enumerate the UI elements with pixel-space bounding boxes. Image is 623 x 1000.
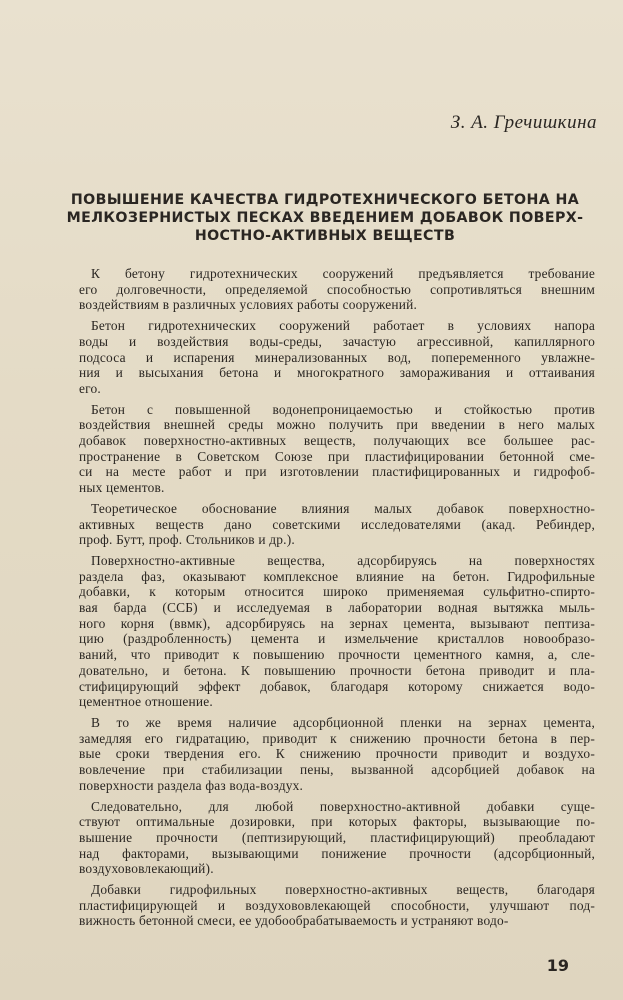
text-line: добавки, к которым относится широко применяемая сульфитно-спирто-	[79, 584, 595, 600]
text-line: Следовательно, для любой поверхностно-активной добавки суще-	[91, 798, 595, 814]
text-line: его.	[79, 380, 101, 396]
paragraph	[79, 553, 595, 710]
text-line: ного корня (ввмк), адсорбируясь на зернах цемента, вызывают пептиза-	[79, 615, 595, 631]
text-line: замедляя его гидратацию, приводит к снижению прочности бетона в пер-	[79, 730, 595, 746]
paragraph	[79, 882, 595, 929]
title-line: ПОВЫШЕНИЕ КАЧЕСТВА ГИДРОТЕХНИЧЕСКОГО БЕТОНА НА	[70, 192, 580, 208]
text-line: пространение в Советском Союзе при пластифицировании бетонной сме-	[79, 448, 595, 464]
text-line: воздействиям в различных условиях работы сооружений.	[79, 297, 418, 313]
text-line: воды и воздействия воды-среды, зачастую агрессивной, капиллярного	[79, 333, 595, 349]
text-line: довательно, и бетона. К повышению прочности бетона приводит и пла-	[79, 662, 595, 678]
text-line: В то же время наличие адсорбционной пленки на зернах цемента,	[91, 714, 595, 730]
text-line: подсоса и испарения минерализованных вод, попеременного увлажне-	[79, 349, 595, 365]
article-body	[79, 266, 595, 934]
text-line: ствуют оптимальные дозировки, при которых факторы, вызывающие по-	[79, 814, 595, 830]
text-line: Теоретическое обоснование влияния малых добавок поверхностно-	[91, 500, 595, 516]
author-name: З. А. Гречишкина	[450, 112, 597, 133]
text-line: вая барда (ССБ) и исследуемая в лаборатории водная вытяжка мыль-	[79, 600, 595, 616]
title-line: НОСТНО-АКТИВНЫХ ВЕЩЕСТВ	[194, 228, 456, 244]
paragraph	[79, 799, 595, 878]
page-number: 19	[546, 956, 569, 975]
text-line: воздухововлекающий).	[79, 861, 214, 877]
paragraph	[79, 715, 595, 794]
paragraph	[79, 318, 595, 397]
text-line: си на месте работ и при изготовлении пластифицированных и гидрофоб-	[79, 464, 595, 480]
paragraph	[79, 501, 595, 548]
text-line: активных веществ дано советскими исследователями (акад. Ребиндер,	[79, 516, 595, 532]
text-line: К бетону гидротехнических сооружений предъявляется требование	[91, 266, 595, 281]
text-line: цию (раздробленность) цемента и измельчение кристаллов новообразо-	[79, 631, 595, 647]
title-line: МЕЛКОЗЕРНИСТЫХ ПЕСКАХ ВВЕДЕНИЕМ ДОБАВОК ПОВЕРХ-	[66, 210, 584, 226]
text-line: ваний, что приводит к повышению прочности цементного камня, а, сле-	[79, 647, 595, 663]
text-line: проф. Бутт, проф. Стольников и др.).	[79, 532, 295, 548]
text-line: вижность бетонной смеси, ее удобообрабатываемость и устраняют водо-	[79, 913, 509, 929]
text-line: Бетон гидротехнических сооружений работает в условиях напора	[91, 318, 595, 334]
text-line: вовлечение при стабилизации пены, вызванной адсорбцией добавок на	[79, 762, 595, 778]
text-line: стифицирующий эффект добавок, благодаря которому снижается водо-	[79, 678, 595, 694]
text-line: Добавки гидрофильных поверхностно-активных веществ, благодаря	[91, 882, 595, 898]
article-title	[50, 191, 600, 245]
text-line: добавок поверхностно-активных веществ, получающих все большее рас-	[79, 433, 595, 449]
text-line: Бетон с повышенной водонепроницаемостью и стойкостью против	[91, 401, 595, 417]
text-line: вышение прочности (пептизирующий, пластифицирующий) преобладают	[79, 829, 595, 845]
text-line: Поверхностно-активные вещества, адсорбируясь на поверхностях	[91, 552, 595, 568]
text-line: ния и высыхания бетона и многократного замораживания и оттаивания	[79, 365, 595, 381]
text-line: ных цементов.	[79, 480, 165, 496]
text-line: поверхности раздела фаз вода-воздух.	[79, 777, 304, 793]
text-line: пластифицирующей и воздухововлекающей способности, улучшают под-	[79, 897, 595, 913]
paragraph	[79, 266, 595, 313]
text-line: вые сроки твердения его. К снижению прочности приводит и воздухо-	[79, 746, 595, 762]
text-line: цементное отношение.	[79, 694, 213, 710]
text-line: раздела фаз, оказывают комплексное влияние на бетон. Гидрофильные	[79, 568, 595, 584]
paragraph	[79, 402, 595, 496]
text-line: воздействия внешней среды можно получить при введении в него малых	[79, 417, 595, 433]
text-line: его долговечности, определяемой способностью сопротивляться внешним	[79, 281, 595, 297]
text-line: над факторами, вызывающими понижение прочности (адсорбционный,	[79, 845, 595, 861]
